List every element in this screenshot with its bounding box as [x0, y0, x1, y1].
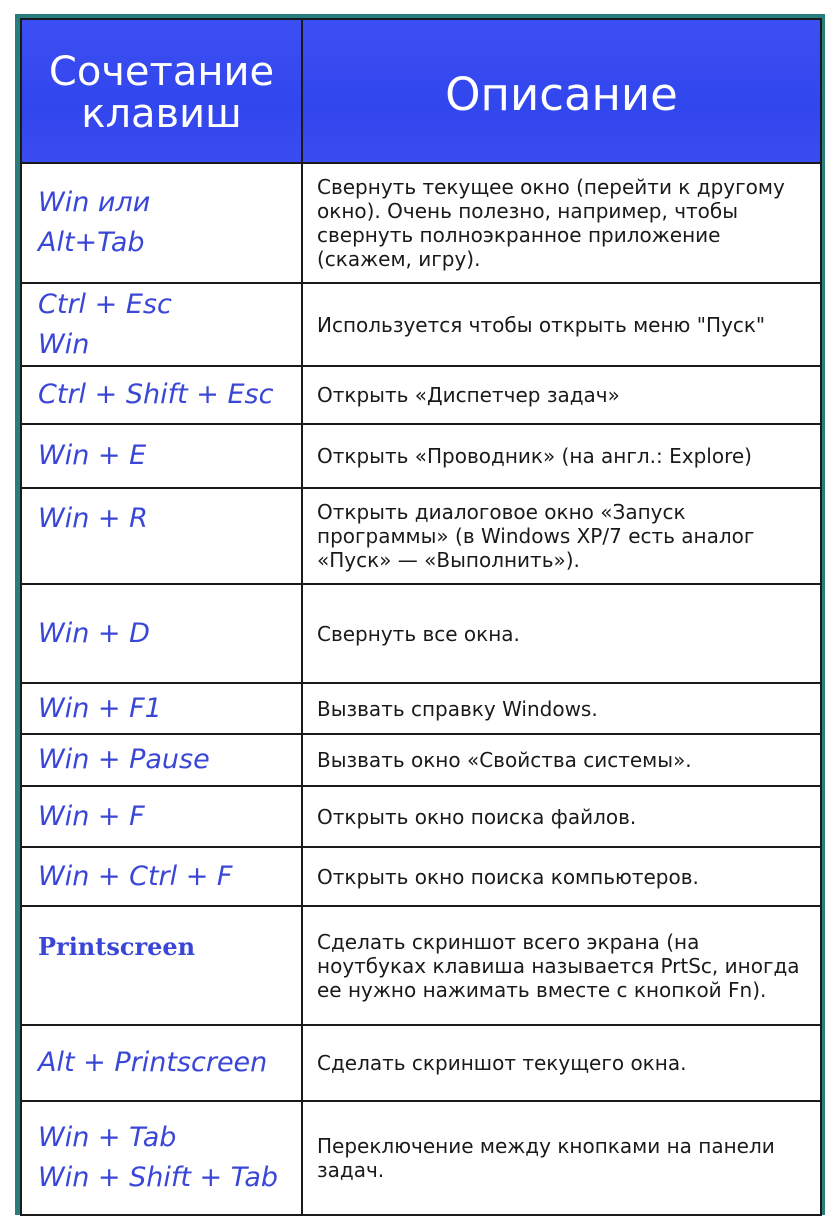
shortcuts-table [20, 18, 822, 1216]
header-row [21, 19, 821, 163]
shortcut-description: Свернуть все окна. [302, 584, 821, 683]
shortcut-keys [21, 584, 302, 683]
shortcut-keys [21, 1025, 302, 1101]
key-combo: Win + D [38, 617, 150, 649]
header-keys-line2: клавиш [81, 91, 242, 137]
key-combo: Win + F [38, 800, 145, 832]
key-combo: Win + Tab [38, 1122, 177, 1153]
shortcut-description: Свернуть текущее окно (перейти к другому окно). Очень полезно, например, чтобы свернуть полноэкранное приложение (скажем, игру). [302, 163, 821, 283]
shortcut-description: Открыть окно поиска компьютеров. [302, 847, 821, 906]
table-row [21, 1101, 821, 1215]
shortcut-keys [21, 366, 302, 424]
table-row [21, 847, 821, 906]
table-row [21, 683, 821, 734]
key-combo: Win + Ctrl + F [38, 860, 233, 892]
key-combo: Alt+Tab [38, 227, 145, 258]
table-row [21, 366, 821, 424]
table-row [21, 786, 821, 847]
key-combo: Win + R [38, 503, 148, 534]
shortcut-keys [21, 906, 302, 1025]
table-row [21, 906, 821, 1025]
shortcut-description: Вызвать справку Windows. [302, 683, 821, 734]
shortcut-keys [21, 488, 302, 584]
shortcut-description: Открыть диалоговое окно «Запуск программы» (в Windows XP/7 есть аналог «Пуск» — «Выполнить»). [302, 488, 821, 584]
shortcut-keys [21, 786, 302, 847]
table-row [21, 584, 821, 683]
table-row [21, 283, 821, 366]
key-combo: Win + F1 [38, 692, 162, 724]
shortcut-description: Вызвать окно «Свойства системы». [302, 734, 821, 786]
shortcut-keys [21, 1101, 302, 1215]
shortcut-description: Открыть «Проводник» (на англ.: Explore) [302, 424, 821, 488]
header-keys [21, 19, 302, 163]
table-row [21, 424, 821, 488]
key-combo: Ctrl + Esc [38, 288, 172, 320]
key-combo: Win [38, 328, 90, 360]
shortcut-keys [21, 847, 302, 906]
table-row [21, 734, 821, 786]
key-combo: Alt + Printscreen [38, 1047, 268, 1078]
shortcut-keys [21, 683, 302, 734]
shortcut-description: Сделать скриншот текущего окна. [302, 1025, 821, 1101]
shortcut-description: Используется чтобы открыть меню "Пуск" [302, 283, 821, 366]
key-combo: Win или [38, 187, 151, 218]
table-row [21, 488, 821, 584]
shortcut-description: Переключение между кнопками на панели задач. [302, 1101, 821, 1215]
shortcut-description: Сделать скриншот всего экрана (на ноутбуках клавиша называется PrtSc, иногда ее нужно нажимать вместе с кнопкой Fn). [302, 906, 821, 1025]
header-description: Описание [302, 19, 821, 163]
table-row [21, 1025, 821, 1101]
shortcut-description: Открыть окно поиска файлов. [302, 786, 821, 847]
key-combo: Win + Shift + Tab [38, 1162, 279, 1193]
shortcut-keys [21, 734, 302, 786]
header-keys-line1: Сочетание [48, 49, 275, 95]
shortcut-keys [21, 163, 302, 283]
shortcut-keys [21, 424, 302, 488]
shortcut-keys [21, 283, 302, 366]
key-combo: Printscreen [38, 932, 196, 961]
key-combo: Win + E [38, 440, 147, 471]
key-combo: Ctrl + Shift + Esc [38, 379, 274, 410]
table-row [21, 163, 821, 283]
shortcut-description: Открыть «Диспетчер задач» [302, 366, 821, 424]
key-combo: Win + Pause [38, 744, 210, 775]
